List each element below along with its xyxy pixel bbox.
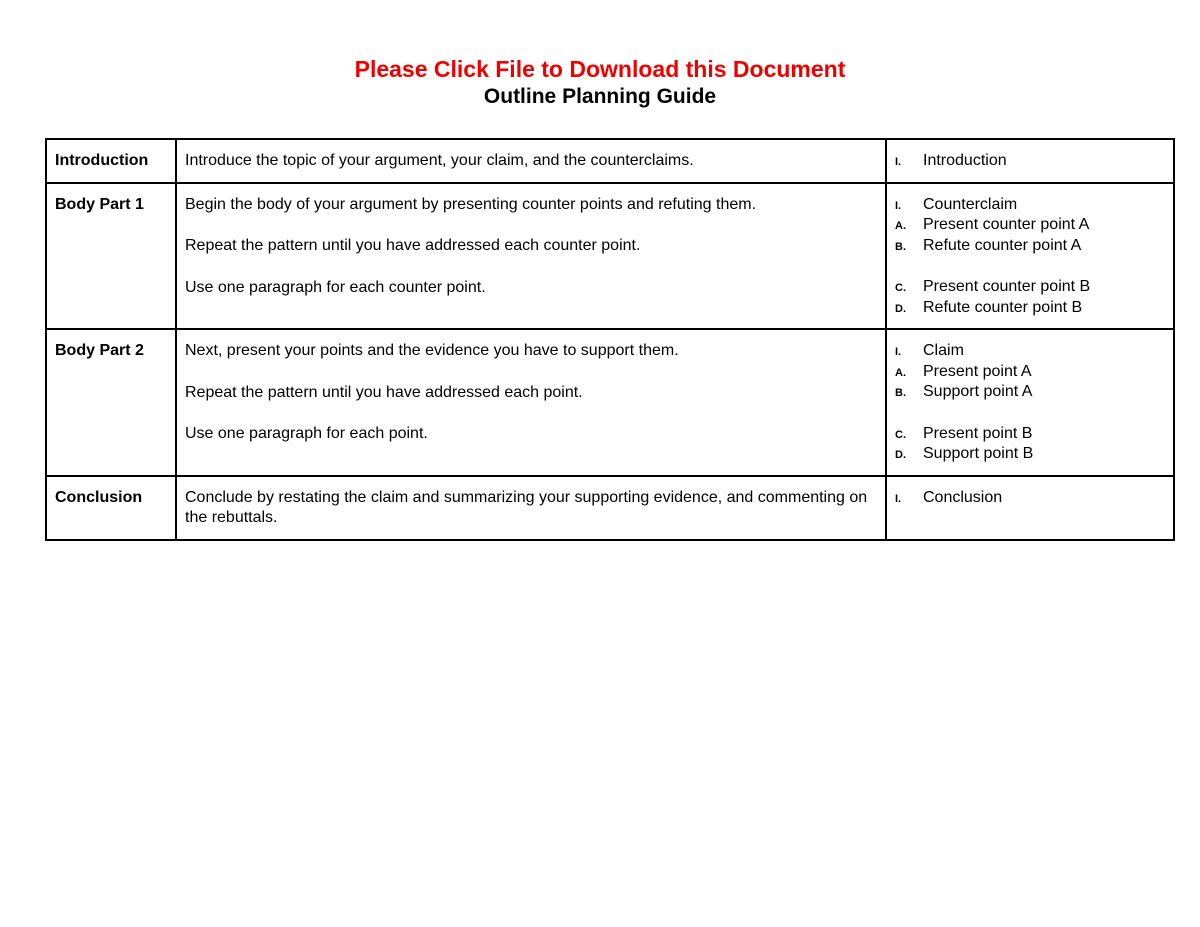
outline-marker: C. xyxy=(895,282,906,294)
outline-text: Support point B xyxy=(923,445,1034,462)
outline-text: Counterclaim xyxy=(923,195,1018,213)
outline-marker: C. xyxy=(895,428,906,441)
download-banner[interactable]: Please Click File to Download this Document xyxy=(354,56,846,82)
description-paragraph: Begin the body of your argument by presenting counter points and refuting them. xyxy=(185,195,757,213)
description-paragraph: Repeat the pattern until you have addressed each point. xyxy=(185,383,583,401)
table-row-body-part-2 xyxy=(46,329,1174,476)
outline-item xyxy=(895,362,1165,383)
outline-text: Refute counter point A xyxy=(923,236,1082,254)
section-label: Conclusion xyxy=(46,476,176,540)
outline-text: Introduction xyxy=(923,152,1007,169)
table-row-body-part-1 xyxy=(46,183,1174,330)
outline-item xyxy=(895,151,1165,172)
outline-marker: A. xyxy=(895,220,906,232)
description-paragraph: Next, present your points and the evidence you have to support them. xyxy=(185,342,679,359)
outline-text: Present counter point A xyxy=(923,216,1090,233)
table-row-conclusion xyxy=(46,476,1174,540)
outline-text: Support point A xyxy=(923,383,1033,400)
outline-item xyxy=(895,236,1165,257)
outline-text: Present counter point B xyxy=(923,278,1091,295)
outline-marker: I. xyxy=(895,492,902,505)
outline-item xyxy=(895,488,1165,509)
outline-marker: I. xyxy=(895,199,902,212)
outline-item xyxy=(895,215,1165,236)
outline-marker: I. xyxy=(895,156,902,168)
outline-text: Conclusion xyxy=(923,488,1003,506)
outline-item xyxy=(895,382,1165,403)
table-row-introduction xyxy=(46,139,1174,183)
outline-item xyxy=(895,341,1165,362)
section-label: Introduction xyxy=(46,139,176,183)
description-paragraph: Use one paragraph for each point. xyxy=(185,425,428,442)
outline-marker: D. xyxy=(895,302,906,315)
description-paragraph: Repeat the pattern until you have addressed each counter point. xyxy=(185,237,641,254)
section-label: Body Part 2 xyxy=(46,329,176,476)
outline-item xyxy=(895,424,1165,445)
outline-text: Refute counter point B xyxy=(923,298,1083,316)
outline-marker: B. xyxy=(895,240,906,253)
outline-marker: I. xyxy=(895,346,902,358)
section-description xyxy=(176,139,886,183)
outline-list xyxy=(886,476,1174,540)
description-paragraph: Use one paragraph for each counter point. xyxy=(185,278,486,296)
outline-table xyxy=(45,138,1175,541)
outline-marker: A. xyxy=(895,366,906,379)
section-description xyxy=(176,329,886,476)
outline-list xyxy=(886,183,1174,330)
section-description xyxy=(176,183,886,330)
page-title: Outline Planning Guide xyxy=(483,85,717,108)
outline-list xyxy=(886,139,1174,183)
outline-text: Present point A xyxy=(923,362,1032,380)
outline-item xyxy=(895,195,1165,216)
outline-marker: B. xyxy=(895,387,906,399)
outline-text: Present point B xyxy=(923,424,1033,442)
description-paragraph: Conclude by restating the claim and summarizing your supporting evidence, and commenting on the rebuttals. xyxy=(185,488,868,526)
outline-list xyxy=(886,329,1174,476)
section-label: Body Part 1 xyxy=(46,183,176,330)
description-paragraph: Introduce the topic of your argument, your claim, and the counterclaims. xyxy=(185,152,694,169)
outline-item xyxy=(895,444,1165,465)
outline-text: Claim xyxy=(923,342,964,359)
outline-item xyxy=(895,298,1165,319)
section-description xyxy=(176,476,886,540)
outline-marker: D. xyxy=(895,449,906,461)
outline-item xyxy=(895,277,1165,298)
